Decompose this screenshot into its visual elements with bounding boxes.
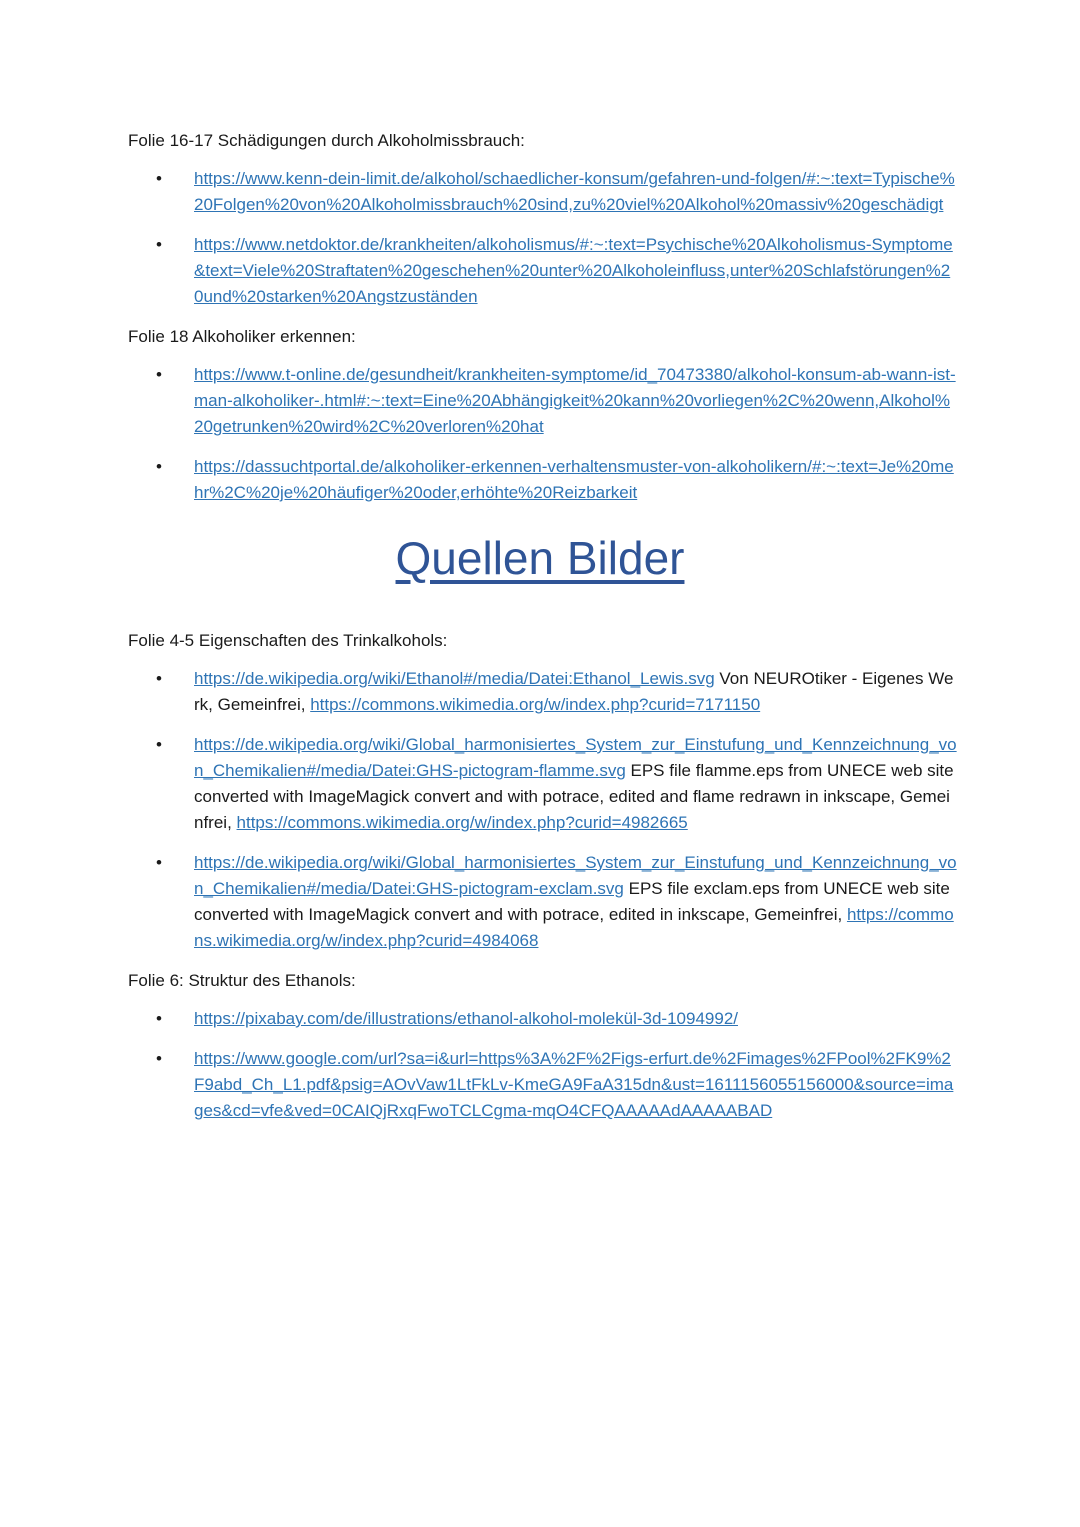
reference-list xyxy=(128,666,958,954)
reference-link-secondary[interactable]: https://commons.wikimedia.org/w/index.php?curid=7171150 xyxy=(310,695,761,714)
reference-link[interactable]: https://dassuchtportal.de/alkoholiker-erkennen-verhaltensmuster-von-alkoholikern/#:~:text=Je%20mehr%2C%20je%20häufiger%20oder,erhöhte%20Reizbarkeit xyxy=(194,457,954,502)
list-item xyxy=(128,850,958,954)
reference-link[interactable]: https://pixabay.com/de/illustrations/ethanol-alkohol-molekül-3d-1094992/ xyxy=(194,1009,738,1028)
reference-list xyxy=(128,166,958,310)
bullet-icon: • xyxy=(156,365,162,384)
list-item xyxy=(128,362,958,440)
bullet-icon: • xyxy=(156,1049,162,1068)
reference-note: Von NEUROtiker - Eigenes Werk, Gemeinfrei, xyxy=(194,669,954,714)
list-item xyxy=(128,166,958,218)
bullet-icon: • xyxy=(156,169,162,188)
bullet-icon: • xyxy=(156,457,162,476)
reference-link-secondary[interactable]: https://commons.wikimedia.org/w/index.php?curid=4982665 xyxy=(236,813,688,832)
page-title-text: Quellen Bilder xyxy=(395,532,685,584)
reference-link[interactable]: https://de.wikipedia.org/wiki/Ethanol#/media/Datei:Ethanol_Lewis.svg xyxy=(194,669,715,688)
reference-link[interactable]: https://de.wikipedia.org/wiki/Global_harmonisiertes_System_zur_Einstufung_und_Kennzeichnung_von_Chemikalien#/media/Datei:GHS-pictogram-flamme.svg xyxy=(194,735,957,780)
bullet-icon: • xyxy=(156,669,162,688)
reference-link-secondary[interactable]: https://commons.wikimedia.org/w/index.php?curid=4984068 xyxy=(194,905,954,950)
document-content xyxy=(128,128,958,1138)
section-heading-folie-6: Folie 6: Struktur des Ethanols: xyxy=(128,971,356,990)
reference-link[interactable]: https://www.google.com/url?sa=i&url=https%3A%2F%2Figs-erfurt.de%2Fimages%2FPool%2FK9%2F9abd_Ch_L1.pdf&psig=AOvVaw1LtFkLv-KmeGA9FaA315dn&ust=1611156055156000&source=images&cd=vfe&ved=0CAIQjRxqFwoTCLCgma-mqO4CFQAAAAAdAAAAABAD xyxy=(194,1049,954,1120)
reference-link[interactable]: https://www.t-online.de/gesundheit/krankheiten-symptome/id_70473380/alkohol-konsum-ab-wann-ist-man-alkoholiker-.html#:~:text=Eine%20Abhängigkeit%20kann%20vorliegen%2C%20wenn,Alkohol%20getrunken%20wird%2C%20verloren%20hat xyxy=(194,365,956,436)
section-heading-folie-4-5: Folie 4-5 Eigenschaften des Trinkalkohols: xyxy=(128,631,448,650)
reference-list xyxy=(128,362,958,506)
reference-note: EPS file flamme.eps from UNECE web site converted with ImageMagick convert and with potrace, edited and flame redrawn in inkscape, Gemeinfrei, xyxy=(194,761,954,832)
page-title xyxy=(0,528,1080,588)
list-item xyxy=(128,232,958,310)
list-item xyxy=(128,1006,958,1032)
reference-note: EPS file exclam.eps from UNECE web site converted with ImageMagick convert and with potrace, edited in inkscape, Gemeinfrei, xyxy=(194,879,950,924)
section-heading-folie-16-17: Folie 16-17 Schädigungen durch Alkoholmissbrauch: xyxy=(128,131,525,150)
reference-link[interactable]: https://www.netdoktor.de/krankheiten/alkoholismus/#:~:text=Psychische%20Alkoholismus-Symptome&text=Viele%20Straftaten%20geschehen%20unter%20Alkoholeinfluss,unter%20Schlafstörungen%20und%20starken%20Angstzuständen xyxy=(194,235,953,306)
list-item xyxy=(128,1046,958,1124)
reference-link[interactable]: https://de.wikipedia.org/wiki/Global_harmonisiertes_System_zur_Einstufung_und_Kennzeichnung_von_Chemikalien#/media/Datei:GHS-pictogram-exclam.svg xyxy=(194,853,957,898)
bullet-icon: • xyxy=(156,235,162,254)
reference-link[interactable]: https://www.kenn-dein-limit.de/alkohol/schaedlicher-konsum/gefahren-und-folgen/#:~:text=Typische%20Folgen%20von%20Alkoholmissbrauch%20sind,zu%20viel%20Alkohol%20massiv%20geschädigt xyxy=(194,169,955,214)
list-item xyxy=(128,666,958,718)
bullet-icon: • xyxy=(156,1009,162,1028)
reference-list xyxy=(128,1006,958,1124)
list-item xyxy=(128,732,958,836)
list-item xyxy=(128,454,958,506)
section-heading-folie-18: Folie 18 Alkoholiker erkennen: xyxy=(128,327,356,346)
bullet-icon: • xyxy=(156,853,162,872)
bullet-icon: • xyxy=(156,735,162,754)
